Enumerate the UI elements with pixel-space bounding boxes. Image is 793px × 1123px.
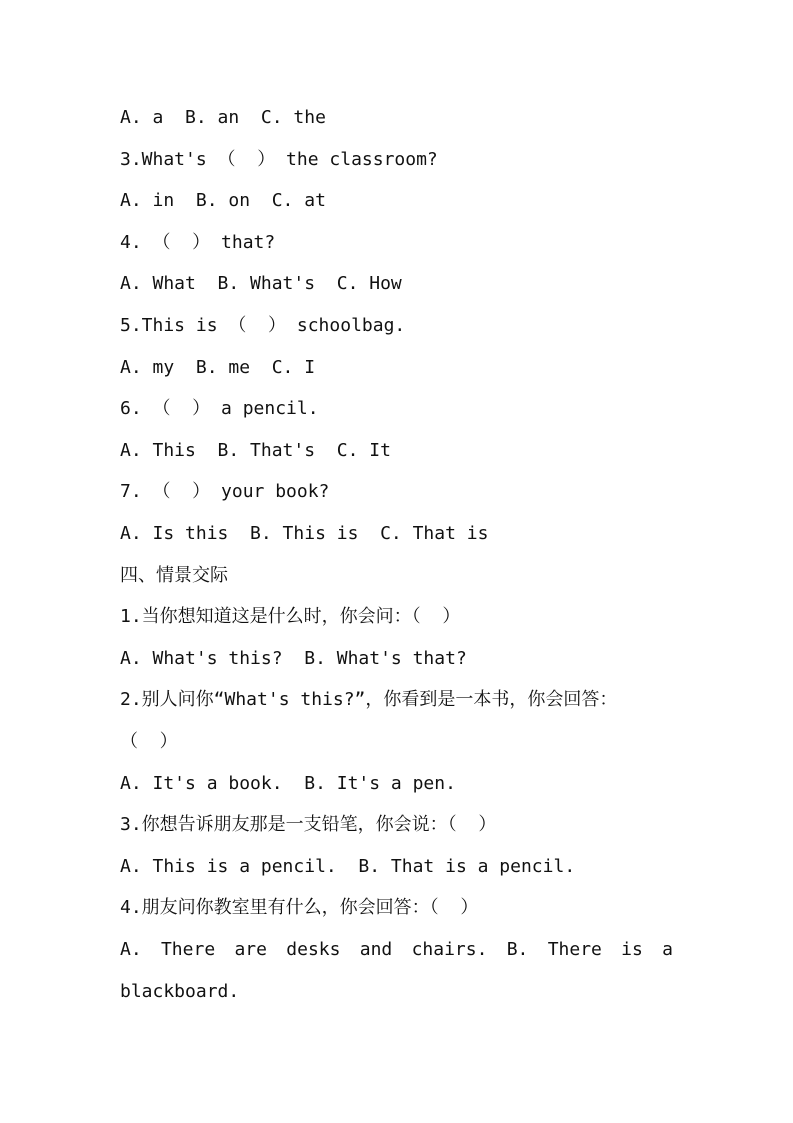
q3-options: A. in B. on C. at: [120, 190, 326, 211]
q5-options: A. my B. me C. I: [120, 357, 316, 378]
s4-q2-answer-blank: （ ）: [120, 731, 178, 752]
q6-options: A. This B. That's C. It: [120, 440, 391, 461]
q4-options: A. What B. What's C. How: [120, 273, 402, 294]
s4-q4-question: 4.朋友问你教室里有什么，你会回答：（ ）: [120, 897, 479, 918]
s4-q3-question: 3.你想告诉朋友那是一支铅笔，你会说：（ ）: [120, 814, 497, 835]
s4-q2-question: 2.别人问你“What's this?”，你看到是一本书，你会回答：: [120, 689, 618, 710]
s4-q4-options-continued: blackboard.: [120, 981, 240, 1002]
s4-q3-options: A. This is a pencil. B. That is a pencil.: [120, 856, 576, 877]
q7-options: A. Is this B. This is C. That is: [120, 523, 489, 544]
section-heading: 四、情景交际: [120, 565, 228, 586]
s4-q2-options: A. It's a book. B. It's a pen.: [120, 773, 456, 794]
q2-options: A. a B. an C. the: [120, 107, 326, 128]
q6-question: 6. （ ） a pencil.: [120, 398, 319, 419]
q5-question: 5.This is （ ） schoolbag.: [120, 315, 406, 336]
q4-question: 4. （ ） that?: [120, 232, 276, 253]
s4-q1-options: A. What's this? B. What's that?: [120, 648, 467, 669]
s4-q1-question: 1.当你想知道这是什么时，你会问：（ ）: [120, 606, 461, 627]
s4-q4-options: A. There are desks and chairs. B. There is a: [120, 939, 673, 960]
q3-question: 3.What's （ ） the classroom?: [120, 149, 438, 170]
q7-question: 7. （ ） your book?: [120, 481, 330, 502]
